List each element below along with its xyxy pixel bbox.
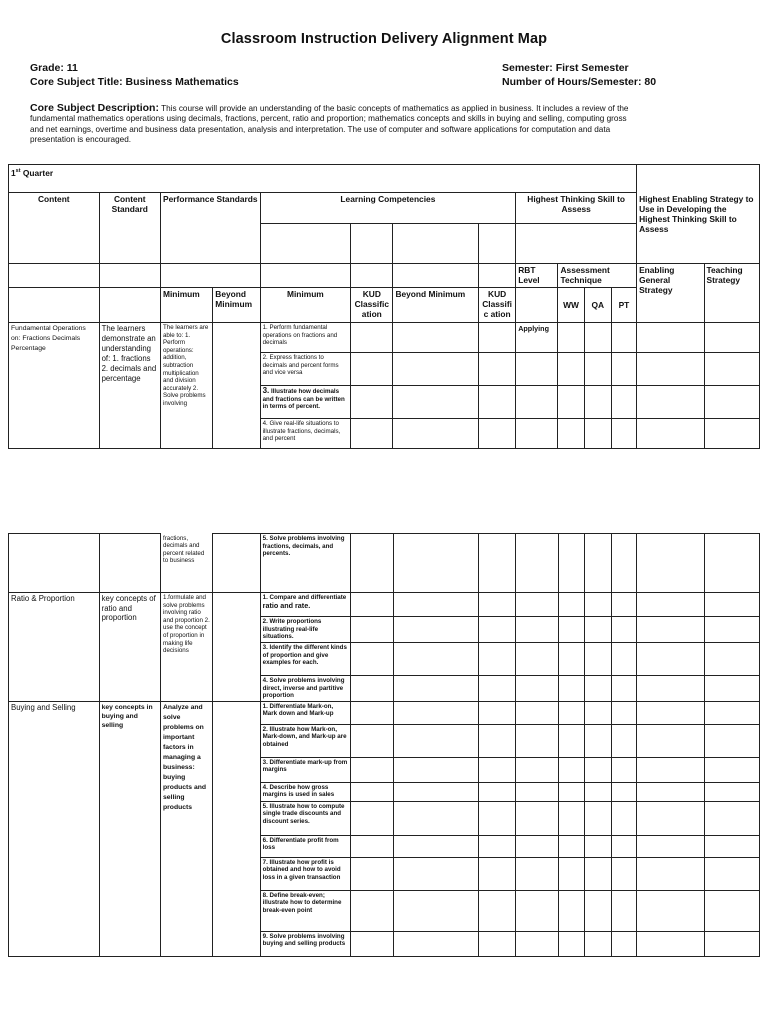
competency-5: 5. Solve problems involving fractions, decimals, and percents. (260, 534, 351, 593)
competency-rp-2: 2. Write proportions illustrating real-life situations. (260, 617, 351, 643)
subject-description (30, 103, 630, 146)
header-qa: QA (584, 288, 611, 323)
rbt-applying: Applying (516, 323, 558, 353)
competency-rp-3: 3. Identify the different kinds of proportion and give examples for each. (260, 643, 351, 676)
content-ratio-proportion: Ratio & Proportion (9, 593, 100, 702)
header-rbt-level: RBT Level (516, 264, 558, 288)
header-pt: PT (611, 288, 636, 323)
header-kud-2: KUD Classific ation (478, 288, 515, 323)
performance-fundamental-operations: The learners are able to: 1. Perform operations: addition, subtraction multiplication and division accurately 2. Solve problems involving (160, 323, 212, 449)
performance-ratio-proportion: 1.formulate and solve problems involving ratio and proportion 2. use the concept of proportion in making life decisions (161, 593, 213, 702)
competency-rp-4: 4. Solve problems involving direct, inverse and partitive proportion (260, 676, 351, 702)
performance-buying-selling: Analyze and solve problems on important factors in managing a business: buying products and selling products (161, 701, 213, 956)
competency-bs-7: 7. Illustrate how profit is obtained and how to avoid loss in a given transaction (260, 857, 351, 890)
competency-rp-1: 1. Compare and differentiate ratio and rate. (260, 593, 351, 617)
competency-1: 1. Perform fundamental operations on fractions and decimals (260, 323, 351, 353)
header-enabling-general: Enabling General Strategy (637, 264, 704, 323)
header-kud: KUD Classific ation (351, 288, 393, 323)
header-assessment-technique: Assessment Technique (558, 264, 637, 288)
hours-label: Number of Hours/Semester: 80 (502, 76, 657, 88)
standard-ratio-proportion: key concepts of ratio and proportion (99, 593, 160, 702)
performance-continued: fractions, decimals and percent related to business (161, 534, 213, 593)
header-highest-thinking: Highest Thinking Skill to Assess (516, 193, 637, 224)
description-text: This course will provide an understanding of the basic concepts of mathematics as applied in business. It includes a review of the fundamental mathematics operations using decimals, fractions, percent, ratio and proportion; mathematics concepts and skills in buying and selling, computing gross and net earnings, overtime and business data presentation, analysis and interpretation. The use of computer and software applications for computation and data presentation is encouraged. (30, 104, 629, 145)
core-subject-title: Core Subject Title: Business Mathematics (30, 76, 239, 88)
content-fundamental-operations: Fundamental Operations on: Fractions Decimals Percentage (9, 323, 100, 449)
competency-bs-9: 9. Solve problems involving buying and selling products (260, 931, 351, 956)
quarter-label: 1st Quarter (9, 165, 637, 193)
header-content-standard: Content Standard (99, 193, 160, 264)
competency-bs-8: 8. Define break-even; illustrate how to determine break-even point (260, 890, 351, 931)
header-teaching-strategy: Teaching Strategy (704, 264, 760, 323)
alignment-table-bottom (8, 533, 760, 957)
header-lc-minimum: Minimum (260, 288, 351, 323)
standard-fundamental-operations: The learners demonstrate an understanding of: 1. fractions 2. decimals and percentage (99, 323, 160, 449)
header-highest-enabling: Highest Enabling Strategy to Use in Developing the Highest Thinking Skill to Assess (637, 193, 760, 264)
competency-bs-4: 4. Describe how gross margins is used in sales (260, 782, 351, 801)
content-buying-selling: Buying and Selling (9, 701, 100, 956)
header-content: Content (9, 193, 100, 264)
standard-buying-selling: key concepts in buying and selling (99, 701, 160, 956)
header-perf-beyond: Beyond Minimum (213, 288, 260, 323)
grade-label: Grade: 11 (30, 62, 78, 74)
competency-4: 4. Give real-life situations to illustrate fractions, decimals, and percent (260, 419, 351, 449)
competency-bs-5: 5. Illustrate how to compute single trade discounts and discount series. (260, 801, 351, 835)
description-label: Core Subject Description: (30, 102, 159, 114)
page-title: Classroom Instruction Delivery Alignment Map (220, 31, 548, 47)
competency-3: 3. Illustrate how decimals and fractions can be written in terms of percent. (260, 386, 351, 419)
header-ww: WW (558, 288, 584, 323)
alignment-table-top (8, 164, 760, 449)
header-performance-standards: Performance Standards (160, 193, 260, 264)
semester-label: Semester: First Semester (502, 62, 629, 74)
competency-bs-1: 1. Differentiate Mark-on, Mark down and Mark-up (260, 701, 351, 724)
header-lc-beyond: Beyond Minimum (393, 288, 479, 323)
competency-bs-6: 6. Differentiate profit from loss (260, 835, 351, 857)
competency-2: 2. Express fractions to decimals and percent forms and vice versa (260, 353, 351, 386)
header-perf-minimum: Minimum (160, 288, 212, 323)
competency-bs-2: 2. Illustrate how Mark-on, Mark-down, and Mark-up are obtained (260, 724, 351, 757)
header-learning-competencies: Learning Competencies (260, 193, 516, 224)
competency-bs-3: 3. Differentiate mark-up from margins (260, 757, 351, 782)
